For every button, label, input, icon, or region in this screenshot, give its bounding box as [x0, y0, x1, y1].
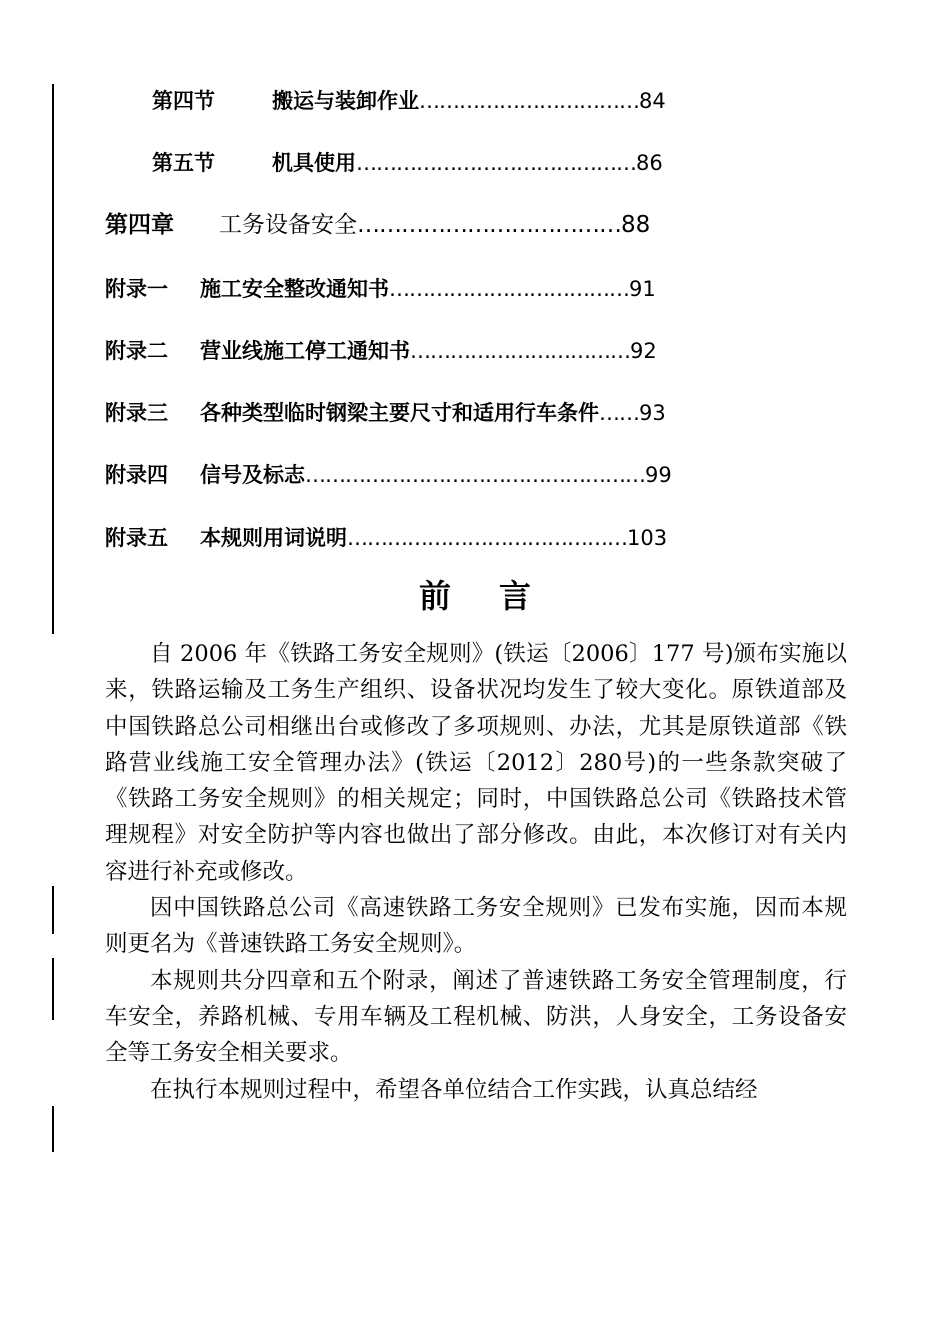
toc-entry-number: 第五节 — [152, 151, 215, 175]
toc-page-number: 84 — [639, 89, 666, 113]
revision-bar — [52, 1106, 54, 1152]
toc-entry — [152, 148, 663, 178]
toc-entry-number: 附录一 — [105, 277, 168, 301]
preface-title: 前言 — [418, 577, 579, 615]
toc-entry-number: 附录五 — [105, 526, 168, 550]
toc-entry-title: 营业线施工停工通知书 — [200, 339, 410, 363]
toc-entry-number: 附录四 — [105, 463, 168, 487]
toc-entry — [105, 398, 666, 428]
toc-entry-number: 附录二 — [105, 339, 168, 363]
toc-entry — [105, 460, 672, 490]
toc-entry-title: 施工安全整改通知书 — [200, 277, 389, 301]
toc-entry-title: 搬运与装卸作业 — [272, 89, 419, 113]
toc-page-number: 92 — [630, 339, 657, 363]
toc-page-number: 91 — [629, 277, 656, 301]
toc-entry — [105, 336, 657, 366]
preface-paragraph: 自 2006 年《铁路工务安全规则》(铁运〔2006〕177 号)颁布实施以来，铁路运输及工务生产组织、设备状况均发生了较大变化。原铁道部及中国铁路总公司相继出台或修改了多项规则、办法，尤其是原铁道部《铁路营业线施工安全管理办法》(铁运〔2012〕280号)的一些条款突破了《铁路工务安全规则》的相关规定；同时，中国铁路总公司《铁路技术管理规程》对安全防护等内容也做出了部分修改。由此，本次修订对有关内容进行补充或修改。 — [105, 641, 847, 885]
toc-entry-title: 信号及标志 — [200, 463, 305, 487]
preface-paragraph: 本规则共分四章和五个附录，阐述了普速铁路工务安全管理制度，行车安全，养路机械、专用车辆及工程机械、防洪，人身安全，工务设备安全等工务安全相关要求。 — [105, 967, 847, 1067]
toc-leader: …………………………… — [419, 89, 639, 113]
toc-entry-number: 附录三 — [105, 401, 168, 425]
toc-leader: …………………………………………… — [305, 463, 645, 487]
toc-entry-title: 各种类型临时钢梁主要尺寸和适用行车条件 — [200, 401, 599, 425]
toc-leader: …………………………… — [410, 339, 630, 363]
toc-entry-title: 机具使用 — [272, 151, 356, 175]
toc-leader: ……………………………… — [389, 277, 629, 301]
toc-entry — [105, 274, 656, 304]
revision-bar — [52, 958, 54, 1020]
toc-page-number: 93 — [639, 401, 666, 425]
toc-leader: ……………………………… — [357, 212, 621, 238]
toc-entry-title: 工务设备安全 — [219, 212, 357, 238]
toc-leader: …………………………………… — [347, 526, 627, 550]
toc-leader: …… — [599, 401, 639, 425]
toc-leader: …………………………………… — [356, 151, 636, 175]
toc-page-number: 86 — [636, 151, 663, 175]
revision-bar — [52, 84, 54, 634]
toc-entry — [105, 210, 650, 240]
toc-page-number: 88 — [621, 212, 651, 238]
toc-page-number: 103 — [627, 526, 668, 550]
toc-entry — [105, 523, 667, 553]
toc-entry-number: 第四章 — [105, 212, 174, 238]
toc-page-number: 99 — [645, 463, 672, 487]
preface-paragraph: 在执行本规则过程中，希望各单位结合工作实践，认真总结经 — [150, 1076, 758, 1103]
preface-body — [105, 636, 847, 1108]
toc-entry — [152, 86, 666, 116]
toc-entry-number: 第四节 — [152, 89, 215, 113]
toc-entry-title: 本规则用词说明 — [200, 526, 347, 550]
preface-paragraph: 因中国铁路总公司《高速铁路工务安全规则》已发布实施，因而本规则更名为《普速铁路工务安全规则》。 — [105, 895, 847, 958]
revision-bar — [52, 886, 54, 934]
